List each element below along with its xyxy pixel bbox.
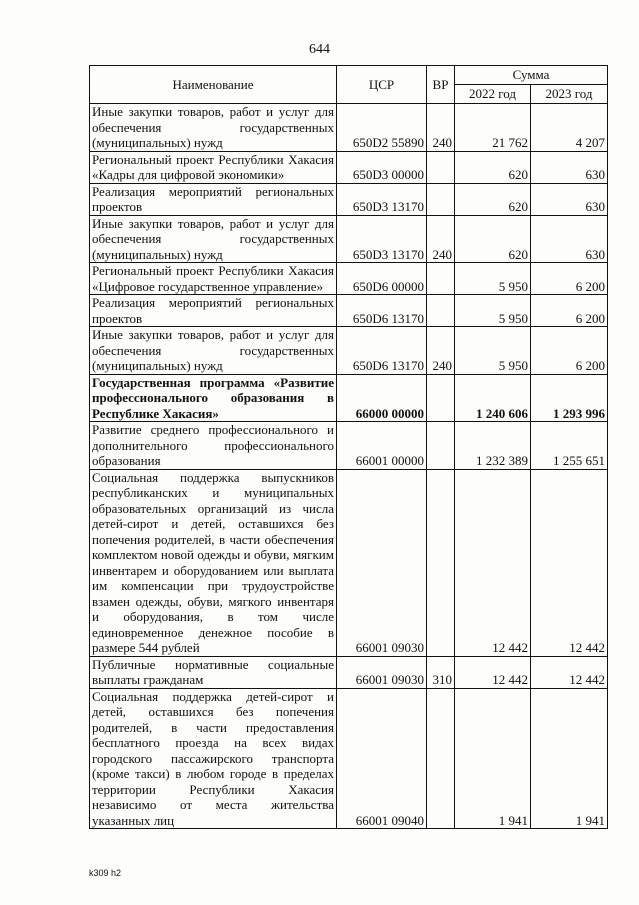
table-row (90, 151, 608, 183)
header-sum: Сумма (455, 66, 608, 85)
row-csr: 66001 09030 (337, 656, 427, 688)
row-vr (427, 151, 455, 183)
row-name: Реализация мероприятий региональных проектов (90, 183, 337, 215)
row-sum-2023: 630 (531, 183, 608, 215)
row-sum-2022: 5 950 (455, 295, 531, 327)
row-sum-2022: 5 950 (455, 263, 531, 295)
row-csr: 650D3 00000 (337, 151, 427, 183)
row-name: Государственная программа «Развитие профессионального образования в Республике Хакасия» (90, 374, 337, 422)
header-csr: ЦСР (337, 66, 427, 104)
row-vr (427, 422, 455, 470)
row-sum-2022: 620 (455, 215, 531, 263)
table-row (90, 263, 608, 295)
row-name: Социальная поддержка выпускников республиканских и муниципальных образовательных организаций из числа детей-сирот и детей, оставшихся без попечения родителей, в части обеспечения комплектом новой одежды и обуви, мягким инвентарем и оборудованием или выплата им компенсации при трудоустройстве взамен одежды, обуви, мягкого инвентаря и оборудования, в том числе единовременное денежное пособие в размере 544 рублей (90, 469, 337, 656)
header-year-2022: 2022 год (455, 85, 531, 104)
row-csr: 650D2 55890 (337, 104, 427, 152)
row-sum-2023: 1 941 (531, 688, 608, 829)
table-row (90, 215, 608, 263)
row-vr (427, 183, 455, 215)
header-vr: ВР (427, 66, 455, 104)
row-sum-2022: 12 442 (455, 469, 531, 656)
row-sum-2022: 620 (455, 151, 531, 183)
row-csr: 650D6 13170 (337, 295, 427, 327)
row-csr: 66001 09040 (337, 688, 427, 829)
row-sum-2023: 6 200 (531, 295, 608, 327)
row-sum-2022: 1 240 606 (455, 374, 531, 422)
row-sum-2022: 620 (455, 183, 531, 215)
row-sum-2022: 1 232 389 (455, 422, 531, 470)
table-row (90, 469, 608, 656)
table-row (90, 104, 608, 152)
table-row (90, 688, 608, 829)
row-sum-2023: 12 442 (531, 469, 608, 656)
row-name: Социальная поддержка детей-сирот и детей, оставшихся без попечения родителей, в части предоставления бесплатного проезда на всех видах городского пассажирского транспорта (кроме такси) в любом городе в пределах территории Республики Хакасия независимо от места жительства указанных лиц (90, 688, 337, 829)
row-sum-2022: 12 442 (455, 656, 531, 688)
row-vr: 240 (427, 104, 455, 152)
row-name: Региональный проект Республики Хакасия «Кадры для цифровой экономики» (90, 151, 337, 183)
row-name: Развитие среднего профессионального и дополнительного профессионального образования (90, 422, 337, 470)
row-sum-2022: 5 950 (455, 327, 531, 375)
row-vr (427, 263, 455, 295)
row-csr: 650D6 00000 (337, 263, 427, 295)
row-vr: 310 (427, 656, 455, 688)
row-name: Иные закупки товаров, работ и услуг для обеспечения государственных (муниципальных) нужд (90, 104, 337, 152)
row-csr: 650D3 13170 (337, 183, 427, 215)
row-name: Региональный проект Республики Хакасия «Цифровое государственное управление» (90, 263, 337, 295)
row-sum-2023: 630 (531, 151, 608, 183)
row-sum-2023: 12 442 (531, 656, 608, 688)
row-vr (427, 295, 455, 327)
row-sum-2023: 4 207 (531, 104, 608, 152)
row-csr: 650D6 13170 (337, 327, 427, 375)
row-vr (427, 374, 455, 422)
table-row (90, 183, 608, 215)
page-number: 644 (309, 42, 330, 57)
row-name: Публичные нормативные социальные выплаты гражданам (90, 656, 337, 688)
header-year-2023: 2023 год (531, 85, 608, 104)
row-vr (427, 688, 455, 829)
row-csr: 66001 09030 (337, 469, 427, 656)
header-name: Наименование (90, 66, 337, 104)
row-sum-2023: 1 293 996 (531, 374, 608, 422)
row-sum-2023: 6 200 (531, 327, 608, 375)
table-row (90, 422, 608, 470)
table-row (90, 327, 608, 375)
row-name: Иные закупки товаров, работ и услуг для обеспечения государственных (муниципальных) нужд (90, 327, 337, 375)
row-sum-2023: 6 200 (531, 263, 608, 295)
row-csr: 66000 00000 (337, 374, 427, 422)
row-sum-2022: 21 762 (455, 104, 531, 152)
row-sum-2022: 1 941 (455, 688, 531, 829)
row-vr: 240 (427, 215, 455, 263)
row-csr: 650D3 13170 (337, 215, 427, 263)
table-row (90, 374, 608, 422)
row-vr (427, 469, 455, 656)
row-vr: 240 (427, 327, 455, 375)
row-name: Реализация мероприятий региональных проектов (90, 295, 337, 327)
footer-code: k309 h2 (89, 868, 122, 878)
row-name: Иные закупки товаров, работ и услуг для обеспечения государственных (муниципальных) нужд (90, 215, 337, 263)
table-row (90, 295, 608, 327)
row-sum-2023: 630 (531, 215, 608, 263)
budget-table (89, 65, 608, 829)
row-sum-2023: 1 255 651 (531, 422, 608, 470)
row-csr: 66001 00000 (337, 422, 427, 470)
table-row (90, 656, 608, 688)
